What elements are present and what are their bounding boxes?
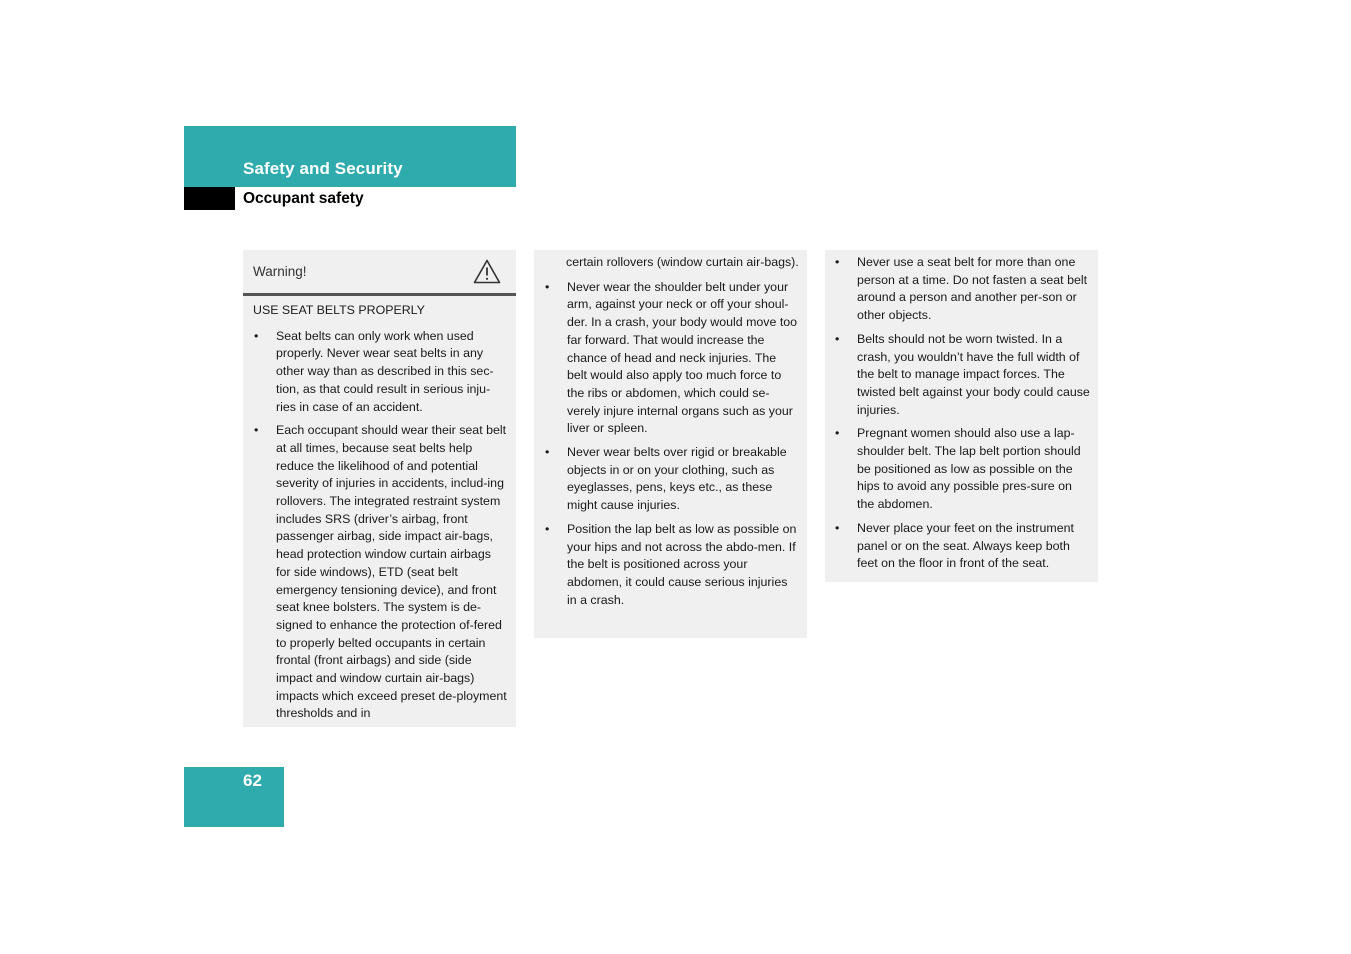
bullet-icon: • bbox=[545, 521, 550, 536]
list-item bbox=[534, 521, 807, 610]
list-item bbox=[825, 254, 1098, 325]
warning-triangle-icon bbox=[473, 259, 501, 284]
warning-list bbox=[534, 279, 807, 610]
list-item-text: Never wear the shoulder belt under your arm, against your neck or off your shoul-der. In a crash, your body would move too far forward. That would increase the chance of head and neck injuries. The belt would also apply too much force to the ribs or abdomen, which could se-verely injure internal organs such as your liver or spleen. bbox=[567, 279, 798, 436]
page-number: 62 bbox=[243, 771, 262, 790]
list-item bbox=[243, 328, 516, 417]
list-item bbox=[243, 422, 516, 723]
list-item-text: Belts should not be worn twisted. In a crash, you wouldn’t have the full width of the belt to manage impact forces. The twisted belt against your body could cause injuries. bbox=[857, 331, 1090, 417]
warning-list bbox=[825, 250, 1098, 573]
list-item-text: Pregnant women should also use a lap-shoulder belt. The lap belt portion should be positioned as low as possible on the hips to avoid any possible pres-sure on the abdomen. bbox=[857, 426, 1081, 512]
list-item bbox=[825, 425, 1098, 514]
bullet-icon: • bbox=[835, 426, 840, 441]
bullet-icon: • bbox=[254, 328, 259, 343]
warning-box-continued bbox=[534, 250, 807, 638]
warning-header bbox=[243, 250, 516, 296]
bullet-icon: • bbox=[835, 331, 840, 346]
list-item-text: Never place your feet on the instrument panel or on the seat. Always keep both feet on the floor in front of the seat. bbox=[857, 520, 1074, 571]
list-item bbox=[534, 279, 807, 438]
list-item bbox=[534, 444, 807, 515]
warning-box bbox=[243, 250, 516, 727]
list-item-text: Position the lap belt as low as possible on your hips and not across the abdo-men. If the belt is positioned across your abdomen, it could cause serious injuries in a crash. bbox=[567, 521, 797, 607]
list-item bbox=[825, 520, 1098, 573]
subsection-title: Occupant safety bbox=[243, 190, 364, 207]
warning-subheading: USE SEAT BELTS PROPERLY bbox=[253, 303, 425, 317]
section-tab-marker bbox=[184, 187, 235, 210]
list-item-text: Never use a seat belt for more than one person at a time. Do not fasten a seat belt around a person and another per-son or other objects. bbox=[857, 255, 1088, 323]
list-item bbox=[825, 331, 1098, 420]
warning-label: Warning! bbox=[253, 264, 307, 279]
warning-box-continued-2 bbox=[825, 250, 1098, 582]
page-number-band bbox=[184, 767, 284, 827]
bullet-icon: • bbox=[835, 520, 840, 535]
bullet-icon: • bbox=[254, 423, 259, 438]
bullet-icon: • bbox=[835, 255, 840, 269]
list-item-text: Each occupant should wear their seat belt at all times, because seat belts help reduce the likelihood of and potential severity of injuries in accidents, includ-ing rollovers. The integrated restraint system includes SRS (driver’s airbag, front passenger airbag, side impact air-bags, head protection window curtain airbags for side windows), ETD (seat belt emergency tensioning device), and front seat knee bolsters. The system is de-signed to enhance the protection of-fered to properly belted occupants in certain frontal (front airbags) and side (side impact and window curtain air-bags) impacts which exceed preset de-ployment thresholds and in bbox=[276, 423, 507, 721]
list-item-text: Seat belts can only work when used properly. Never wear seat belts in any other way than as described in this sec-tion, as that could result in serious inju-ries in case of an accident. bbox=[276, 328, 494, 414]
continuation-text: certain rollovers (window curtain air-bags). bbox=[566, 255, 799, 269]
list-item-text: Never wear belts over rigid or breakable objects in or on your clothing, such as eyeglasses, pens, keys etc., as these might cause injuries. bbox=[567, 445, 787, 513]
warning-list bbox=[243, 328, 516, 723]
section-title: Safety and Security bbox=[243, 159, 403, 178]
bullet-icon: • bbox=[545, 445, 550, 460]
bullet-icon: • bbox=[545, 279, 550, 294]
